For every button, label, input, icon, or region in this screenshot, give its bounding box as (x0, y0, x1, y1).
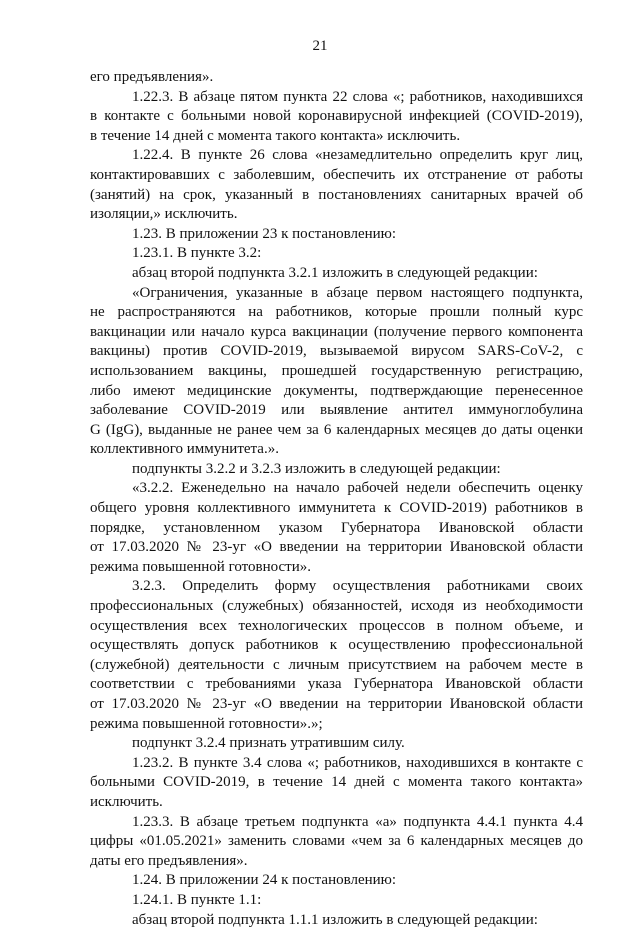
text-line: вакцины) против COVID-2019, вызываемой вирусом SARS-CoV-2, с (90, 343, 583, 360)
text-line: от 17.03.2020 № 23-уг «О введении на территории Ивановской области (90, 696, 583, 712)
text-line: 3.2.3. Определить форму осуществления работниками своих (132, 578, 583, 595)
text-line: 1.23.1. В пункте 3.2: (132, 245, 262, 262)
text-line: подпункты 3.2.2 и 3.2.3 изложить в следующей редакции: (132, 460, 501, 477)
text-line: исключить. (90, 793, 163, 810)
text-line: 1.22.4. В пункте 26 слова «незамедлительно определить круг лиц, (132, 147, 583, 164)
text-line: коллективного иммунитета.». (90, 441, 279, 458)
text-line: режима повышенной готовности».»; (90, 715, 323, 732)
text-line: вакцинации или начало курса вакцинации (получение первого компонента (90, 323, 583, 340)
text-line: подпункт 3.2.4 признать утратившим силу. (132, 735, 405, 752)
text-line: 1.22.3. В абзаце пятом пункта 22 слова «; работников, находившихся (132, 88, 583, 105)
text-line: «3.2.2. Еженедельно на начало рабочей недели обеспечить оценку (132, 480, 583, 497)
text-line: в контакте с больными новой коронавирусной инфекцией (COVID-2019), (90, 108, 583, 125)
text-line: 1.23. В приложении 23 к постановлению: (132, 225, 397, 242)
text-line: заболевание COVID-2019 или выявление антител иммуноглобулина (90, 402, 583, 419)
text-line: «Ограничения, указанные в абзаце первом настоящего подпункта, (132, 284, 583, 301)
text-line: порядке, установленном указом Губернатора Ивановской области (90, 519, 583, 536)
text-line: больными COVID-2019, в течение 14 дней с момента такого контакта» (90, 774, 583, 791)
document-body (90, 68, 583, 930)
text-line: 1.24.1. В пункте 1.1: (132, 891, 262, 908)
text-line: осуществления всех технологических процессов в полном объеме, и (90, 617, 583, 634)
text-line: цифры «01.05.2021» заменить словами «чем за 6 календарных месяцев до (90, 833, 583, 850)
text-line: его предъявления». (90, 69, 214, 85)
text-line: 1.24. В приложении 24 к постановлению: (132, 872, 397, 889)
text-line: (занятий) на срок, указанный в постановлениях санитарных врачей об (90, 186, 583, 203)
text-line: G (IgG), выданные не ранее чем за 6 календарных месяцев до даты оценки (90, 421, 583, 438)
text-line: абзац второй подпункта 1.1.1 изложить в следующей редакции: (132, 911, 538, 928)
text-line: от 17.03.2020 № 23-уг «О введении на территории Ивановской области (90, 539, 583, 556)
text-line: профессиональных (служебных) обязанностей, исходя из необходимости (90, 598, 583, 615)
text-line: не распространяются на работников, которые прошли полный курс (90, 304, 583, 321)
text-line: (служебной) деятельности с личным присутствием на рабочем месте в (90, 656, 583, 673)
text-line: контактировавших с заболевшим, обеспечить их отстранение от работы (90, 166, 583, 183)
text-line: осуществлять допуск работников к осуществлению профессиональной (90, 637, 583, 654)
text-line: либо имеют медицинские документы, подтверждающие перенесенное (90, 382, 583, 399)
text-line: в течение 14 дней с момента такого контакта» исключить. (90, 127, 461, 144)
text-line: соответствии с требованиями указа Губернатора Ивановской области (90, 676, 583, 693)
text-line: общего уровня коллективного иммунитета к COVID-2019) работников в (90, 500, 583, 517)
text-line: абзац второй подпункта 3.2.1 изложить в следующей редакции: (132, 264, 538, 281)
page-number: 21 (312, 38, 328, 54)
text-line: режима повышенной готовности». (90, 558, 311, 575)
text-line: использованием вакцины, прошедшей государственную регистрацию, (90, 362, 583, 379)
text-line: 1.23.2. В пункте 3.4 слова «; работников, находившихся в контакте с (132, 754, 583, 771)
text-line: даты его предъявления». (90, 852, 248, 869)
text-line: 1.23.3. В абзаце третьем подпункта «а» подпункта 4.4.1 пункта 4.4 (132, 813, 583, 830)
text-line: изоляции,» исключить. (90, 206, 238, 223)
